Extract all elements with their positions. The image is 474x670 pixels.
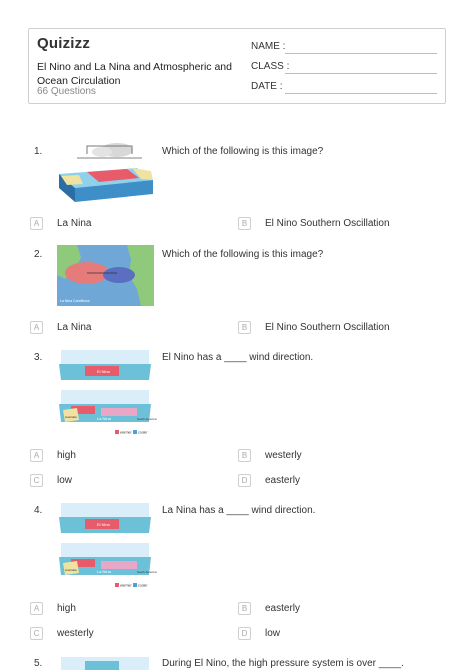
map-caption: La Nina Conditions xyxy=(60,299,90,303)
option-letter: D xyxy=(238,474,251,487)
option-b[interactable] xyxy=(238,321,390,334)
quizizz-logo: Quizizz xyxy=(37,35,91,52)
option-letter: C xyxy=(30,474,43,487)
walker-circulation-image xyxy=(57,138,155,208)
option-d[interactable] xyxy=(238,474,300,487)
question-text: El Nino has a ____ wind direction. xyxy=(162,352,314,363)
question-text: During El Nino, the high pressure system is over ____. xyxy=(162,658,404,669)
class-field[interactable] xyxy=(251,61,289,72)
question-number: 1. xyxy=(34,146,43,157)
legend-cool: cooler xyxy=(138,430,148,435)
question-number: 4. xyxy=(34,505,43,516)
question-image xyxy=(57,655,153,670)
name-line xyxy=(285,53,437,54)
option-text: westerly xyxy=(57,628,94,639)
name-label: NAME : xyxy=(251,41,286,52)
diagram-label-top: El Nino xyxy=(97,522,110,527)
option-d[interactable] xyxy=(238,627,280,640)
option-letter: A xyxy=(30,449,43,462)
option-text: high xyxy=(57,450,76,461)
question-number: 3. xyxy=(34,352,43,363)
option-letter: A xyxy=(30,217,43,230)
option-text: high xyxy=(57,603,76,614)
option-letter: B xyxy=(238,217,251,230)
option-text: El Nino Southern Oscillation xyxy=(265,322,390,333)
option-c[interactable] xyxy=(30,474,72,487)
question-number: 5. xyxy=(34,658,43,669)
diagram-label-right: South America xyxy=(137,570,157,574)
option-letter: C xyxy=(30,627,43,640)
question-number: 2. xyxy=(34,249,43,260)
worksheet-header xyxy=(28,28,446,104)
option-c[interactable] xyxy=(30,627,94,640)
question-text: Which of the following is this image? xyxy=(162,249,324,260)
el-nino-la-nina-diagram xyxy=(57,346,157,438)
option-b[interactable] xyxy=(238,217,390,230)
question-text: La Nina has a ____ wind direction. xyxy=(162,505,316,516)
option-letter: D xyxy=(238,627,251,640)
diagram-label-bottom: La Nina xyxy=(97,416,111,421)
option-letter: B xyxy=(238,321,251,334)
la-nina-map-image xyxy=(57,245,154,306)
option-letter: B xyxy=(238,602,251,615)
option-text: La Nina xyxy=(57,218,92,229)
question-count: 66 Questions xyxy=(37,86,96,97)
date-line xyxy=(285,93,437,94)
diagram-label-bottom: La Nina xyxy=(97,569,111,574)
option-a[interactable] xyxy=(30,217,91,230)
class-label: CLASS : xyxy=(251,61,290,72)
option-text: low xyxy=(57,475,73,486)
name-field[interactable] xyxy=(251,41,285,52)
diagram-label-left: Australia xyxy=(65,568,77,572)
diagram-label-left: Australia xyxy=(65,415,77,419)
option-b[interactable] xyxy=(238,449,302,462)
option-text: low xyxy=(265,628,281,639)
option-b[interactable] xyxy=(238,602,300,615)
legend-warm: warmer xyxy=(120,583,132,588)
option-text: easterly xyxy=(265,475,301,486)
option-a[interactable] xyxy=(30,602,76,615)
option-text: westerly xyxy=(265,450,302,461)
option-letter: B xyxy=(238,449,251,462)
el-nino-la-nina-diagram xyxy=(57,499,157,591)
worksheet-title: El Nino and La Nina and Atmospheric and Ocean Circulation xyxy=(37,61,232,87)
date-label: DATE : xyxy=(251,81,283,92)
option-a[interactable] xyxy=(30,321,91,334)
option-a[interactable] xyxy=(30,449,76,462)
date-field[interactable] xyxy=(251,81,282,92)
legend-cool: cooler xyxy=(138,583,148,588)
question-text: Which of the following is this image? xyxy=(162,146,324,157)
diagram-label-top: El Nino xyxy=(97,369,110,374)
option-letter: A xyxy=(30,602,43,615)
diagram-label-right: South America xyxy=(137,417,157,421)
option-text: easterly xyxy=(265,603,301,614)
option-text: La Nina xyxy=(57,322,92,333)
option-text: El Nino Southern Oscillation xyxy=(265,218,390,229)
legend-warm: warmer xyxy=(120,430,132,435)
option-letter: A xyxy=(30,321,43,334)
class-line xyxy=(285,73,437,74)
